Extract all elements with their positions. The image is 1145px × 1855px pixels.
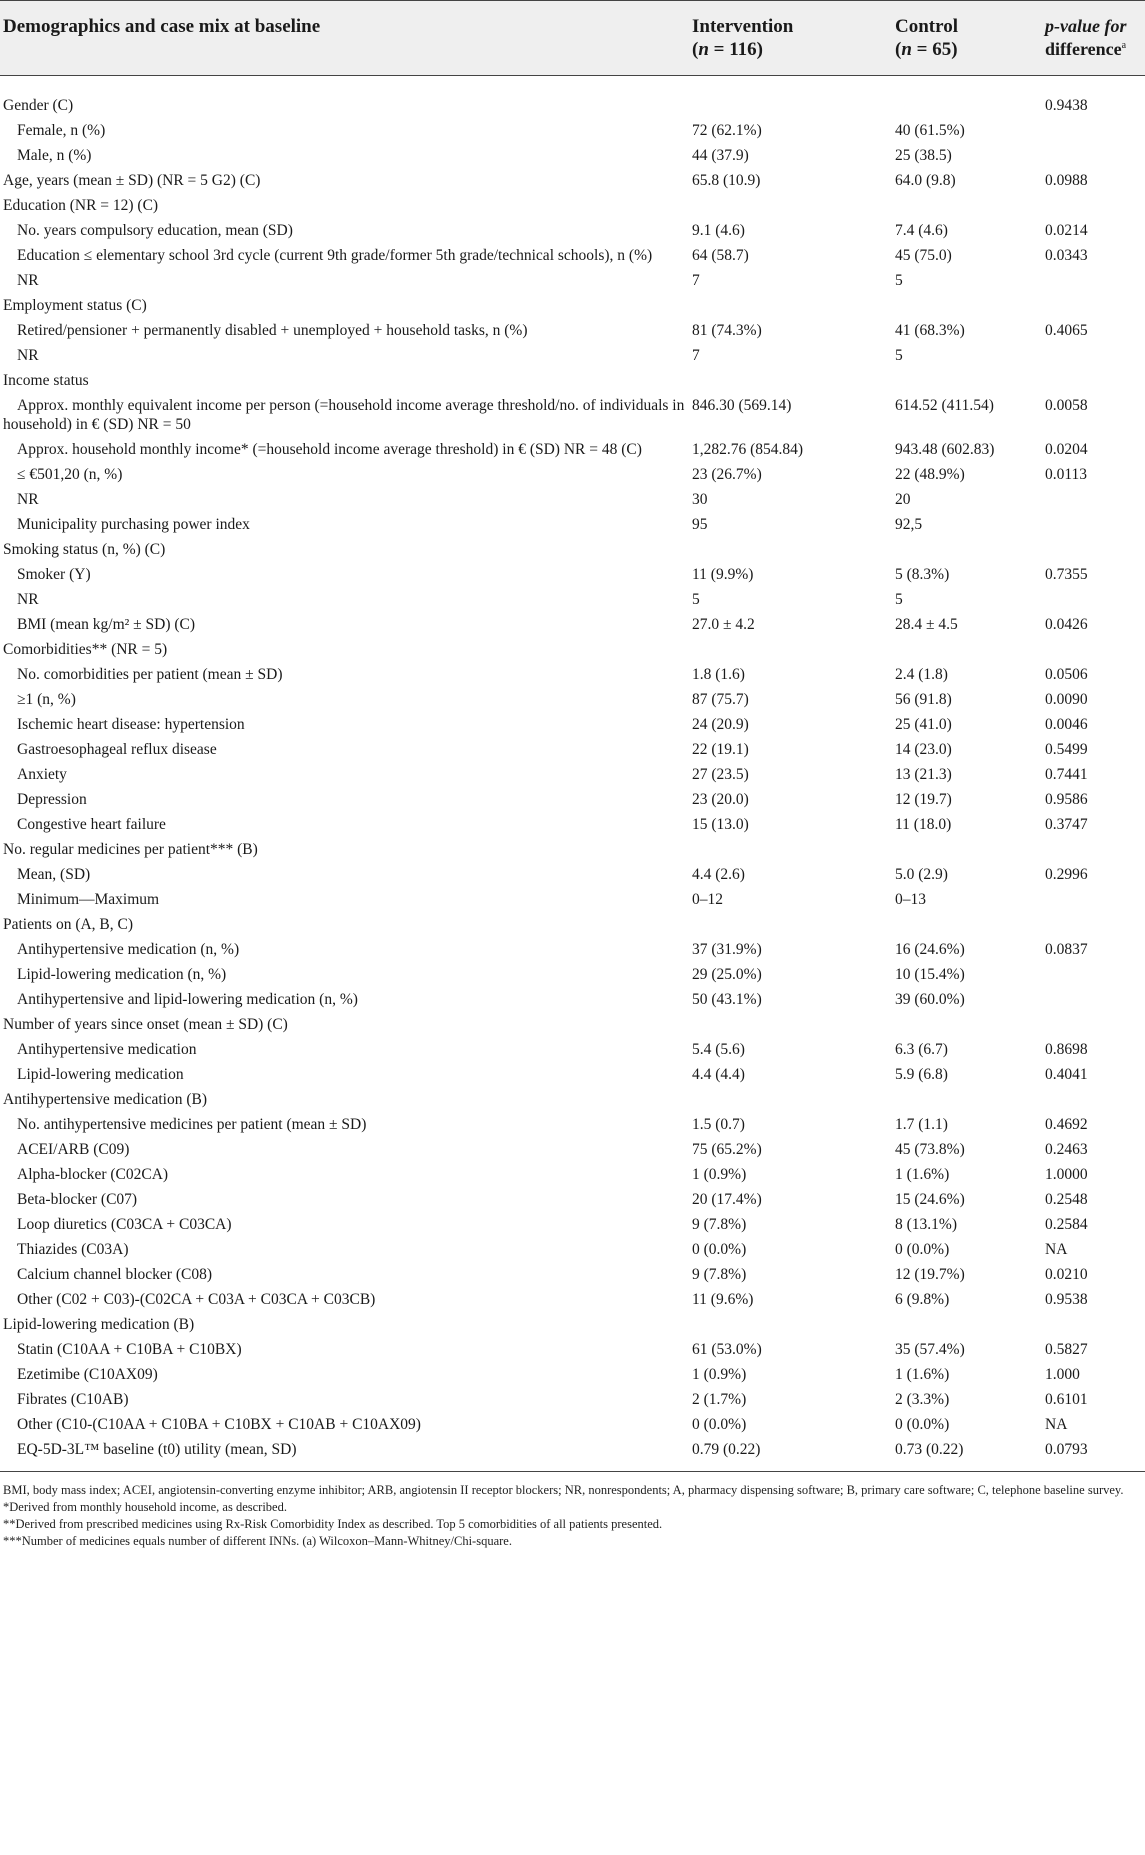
table-row bbox=[0, 636, 1145, 661]
p-value bbox=[1042, 1011, 1145, 1036]
table-row bbox=[0, 292, 1145, 317]
table-row bbox=[0, 811, 1145, 836]
intervention-value: 0 (0.0%) bbox=[692, 1241, 747, 1258]
intervention-value bbox=[689, 1086, 892, 1111]
row-label: Minimum—Maximum bbox=[17, 891, 160, 908]
intervention-value: 24 (20.9) bbox=[692, 716, 749, 733]
control-value bbox=[892, 76, 1042, 118]
row-label: Gender (C) bbox=[3, 97, 74, 114]
p-value: 0.0793 bbox=[1045, 1441, 1088, 1458]
p-value: 0.9538 bbox=[1045, 1291, 1088, 1308]
row-label: Male, n (%) bbox=[17, 147, 92, 164]
row-label: Approx. monthly equivalent income per person (=household income average threshold/no. of individuals in household) in € (SD) NR = 50 bbox=[3, 397, 685, 433]
row-label: BMI (mean kg/m² ± SD) (C) bbox=[17, 616, 196, 633]
table-row bbox=[0, 1386, 1145, 1411]
row-label: Other (C02 + C03)-(C02CA + C03A + C03CA + C03CB) bbox=[17, 1291, 376, 1308]
p-value: NA bbox=[1045, 1416, 1068, 1433]
table-footnotes bbox=[0, 1472, 1145, 1550]
p-value bbox=[1042, 117, 1145, 142]
row-label: Female, n (%) bbox=[17, 122, 106, 139]
row-label: Beta-blocker (C07) bbox=[17, 1191, 138, 1208]
p-value: 0.0426 bbox=[1045, 616, 1088, 633]
intervention-value: 0.79 (0.22) bbox=[692, 1441, 761, 1458]
header-pvalue-sup: a bbox=[1121, 40, 1127, 51]
row-label: Lipid-lowering medication (n, %) bbox=[17, 966, 227, 983]
intervention-value: 75 (65.2%) bbox=[692, 1141, 762, 1158]
table-row bbox=[0, 786, 1145, 811]
control-value: 5.0 (2.9) bbox=[895, 866, 948, 883]
control-value: 20 bbox=[895, 491, 911, 508]
row-label: Alpha-blocker (C02CA) bbox=[17, 1166, 169, 1183]
row-label: No. comorbidities per patient (mean ± SD) bbox=[17, 666, 283, 683]
table-row bbox=[0, 736, 1145, 761]
p-value bbox=[1042, 142, 1145, 167]
control-value bbox=[892, 536, 1042, 561]
row-label: EQ-5D-3L™ baseline (t0) utility (mean, SD) bbox=[17, 1441, 297, 1458]
intervention-value: 95 bbox=[692, 516, 708, 533]
table-row bbox=[0, 686, 1145, 711]
p-value: 0.4041 bbox=[1045, 1066, 1088, 1083]
intervention-value: 4.4 (2.6) bbox=[692, 866, 745, 883]
row-label: Number of years since onset (mean ± SD) (C) bbox=[3, 1016, 288, 1033]
row-label: Approx. household monthly income* (=household income average threshold) in € (SD) NR = 48 (C) bbox=[17, 441, 642, 458]
row-label: Income status bbox=[3, 372, 89, 389]
row-label: Thiazides (C03A) bbox=[17, 1241, 129, 1258]
table-row bbox=[0, 1186, 1145, 1211]
p-value bbox=[1042, 192, 1145, 217]
row-label: Congestive heart failure bbox=[17, 816, 166, 833]
p-value: 0.0058 bbox=[1045, 397, 1088, 414]
control-value bbox=[892, 1311, 1042, 1336]
p-value bbox=[1042, 961, 1145, 986]
intervention-value: 1,282.76 (854.84) bbox=[692, 441, 804, 458]
intervention-value: 20 (17.4%) bbox=[692, 1191, 762, 1208]
intervention-value: 72 (62.1%) bbox=[692, 122, 762, 139]
control-value: 92,5 bbox=[895, 516, 923, 533]
row-label: Statin (C10AA + C10BA + C10BX) bbox=[17, 1341, 242, 1358]
row-label: Depression bbox=[17, 791, 87, 808]
control-value: 22 (48.9%) bbox=[895, 466, 965, 483]
table-row bbox=[0, 1211, 1145, 1236]
p-value: 0.0214 bbox=[1045, 222, 1088, 239]
intervention-value: 1.8 (1.6) bbox=[692, 666, 745, 683]
p-value bbox=[1042, 1311, 1145, 1336]
p-value: 0.2463 bbox=[1045, 1141, 1088, 1158]
p-value bbox=[1042, 586, 1145, 611]
header-control-title: Control bbox=[895, 16, 958, 37]
row-label: Antihypertensive medication bbox=[17, 1041, 197, 1058]
row-label: Ezetimibe (C10AX09) bbox=[17, 1366, 158, 1383]
control-value: 14 (23.0) bbox=[895, 741, 952, 758]
control-value: 45 (73.8%) bbox=[895, 1141, 965, 1158]
header-control bbox=[892, 1, 1042, 76]
header-intervention bbox=[689, 1, 892, 76]
control-value bbox=[892, 1086, 1042, 1111]
p-value: 0.0090 bbox=[1045, 691, 1088, 708]
control-value: 45 (75.0) bbox=[895, 247, 952, 264]
intervention-value: 81 (74.3%) bbox=[692, 322, 762, 339]
row-label: Gastroesophageal reflux disease bbox=[17, 741, 217, 758]
control-value: 16 (24.6%) bbox=[895, 941, 965, 958]
p-value: 0.0343 bbox=[1045, 247, 1088, 264]
table-row bbox=[0, 317, 1145, 342]
row-label: Antihypertensive and lipid-lowering medication (n, %) bbox=[17, 991, 358, 1008]
row-label: Other (C10-(C10AA + C10BA + C10BX + C10AB + C10AX09) bbox=[17, 1416, 421, 1433]
control-value: 41 (68.3%) bbox=[895, 322, 965, 339]
p-value: 0.5499 bbox=[1045, 741, 1088, 758]
intervention-value: 44 (37.9) bbox=[692, 147, 749, 164]
row-label: Lipid-lowering medication (B) bbox=[3, 1316, 195, 1333]
intervention-value: 27 (23.5) bbox=[692, 766, 749, 783]
control-value bbox=[892, 636, 1042, 661]
intervention-value bbox=[689, 1311, 892, 1336]
control-value: 12 (19.7) bbox=[895, 791, 952, 808]
intervention-value: 0 (0.0%) bbox=[692, 1416, 747, 1433]
intervention-value: 7 bbox=[692, 347, 700, 364]
intervention-value bbox=[689, 636, 892, 661]
table-row bbox=[0, 536, 1145, 561]
intervention-value: 27.0 ± 4.2 bbox=[692, 616, 755, 633]
table-row bbox=[0, 117, 1145, 142]
header-control-n: (n = 65) bbox=[895, 39, 958, 60]
table-row bbox=[0, 76, 1145, 118]
table-row bbox=[0, 936, 1145, 961]
intervention-value: 9 (7.8%) bbox=[692, 1216, 747, 1233]
control-value: 614.52 (411.54) bbox=[895, 397, 994, 414]
footnote: *Derived from monthly household income, as described. bbox=[3, 1500, 287, 1514]
table-row bbox=[0, 861, 1145, 886]
control-value: 0–13 bbox=[895, 891, 926, 908]
control-value: 5 (8.3%) bbox=[895, 566, 950, 583]
table-row bbox=[0, 661, 1145, 686]
table-row bbox=[0, 711, 1145, 736]
table-row bbox=[0, 611, 1145, 636]
control-value: 13 (21.3) bbox=[895, 766, 952, 783]
table-row bbox=[0, 192, 1145, 217]
intervention-value: 22 (19.1) bbox=[692, 741, 749, 758]
intervention-value: 61 (53.0%) bbox=[692, 1341, 762, 1358]
intervention-value: 23 (26.7%) bbox=[692, 466, 762, 483]
table-row bbox=[0, 242, 1145, 267]
table-row bbox=[0, 1136, 1145, 1161]
intervention-value: 23 (20.0) bbox=[692, 791, 749, 808]
p-value: 0.2548 bbox=[1045, 1191, 1088, 1208]
intervention-value bbox=[689, 1011, 892, 1036]
control-value: 943.48 (602.83) bbox=[895, 441, 995, 458]
row-label: ≥1 (n, %) bbox=[17, 691, 76, 708]
table-row bbox=[0, 1336, 1145, 1361]
table-row bbox=[0, 167, 1145, 192]
p-value: 0.4692 bbox=[1045, 1116, 1088, 1133]
control-value bbox=[892, 836, 1042, 861]
control-value: 6 (9.8%) bbox=[895, 1291, 950, 1308]
table-row bbox=[0, 142, 1145, 167]
intervention-value bbox=[689, 536, 892, 561]
intervention-value: 1 (0.9%) bbox=[692, 1166, 747, 1183]
p-value bbox=[1042, 636, 1145, 661]
row-label: Smoking status (n, %) (C) bbox=[3, 541, 166, 558]
control-value: 1.7 (1.1) bbox=[895, 1116, 948, 1133]
table-row bbox=[0, 1236, 1145, 1261]
row-label: NR bbox=[17, 491, 39, 508]
intervention-value: 87 (75.7) bbox=[692, 691, 749, 708]
row-label: NR bbox=[17, 347, 39, 364]
p-value: 0.7355 bbox=[1045, 566, 1088, 583]
table-row bbox=[0, 1086, 1145, 1111]
control-value: 11 (18.0) bbox=[895, 816, 952, 833]
p-value: 0.3747 bbox=[1045, 816, 1088, 833]
intervention-value: 64 (58.7) bbox=[692, 247, 749, 264]
intervention-value: 65.8 (10.9) bbox=[692, 172, 761, 189]
control-value: 56 (91.8) bbox=[895, 691, 952, 708]
control-value: 5 bbox=[895, 591, 903, 608]
p-value: 0.0113 bbox=[1045, 466, 1088, 483]
intervention-value: 5.4 (5.6) bbox=[692, 1041, 745, 1058]
p-value: NA bbox=[1045, 1241, 1068, 1258]
table-row bbox=[0, 961, 1145, 986]
table-row bbox=[0, 1361, 1145, 1386]
footnote: ***Number of medicines equals number of different INNs. (a) Wilcoxon–Mann-Whitney/Chi-square. bbox=[3, 1534, 512, 1548]
p-value bbox=[1042, 886, 1145, 911]
row-label: Lipid-lowering medication bbox=[17, 1066, 184, 1083]
table-row bbox=[0, 1311, 1145, 1336]
control-value bbox=[892, 192, 1042, 217]
control-value: 8 (13.1%) bbox=[895, 1216, 957, 1233]
p-value: 0.2996 bbox=[1045, 866, 1088, 883]
control-value: 5 bbox=[895, 272, 903, 289]
p-value: 0.7441 bbox=[1045, 766, 1088, 783]
row-label: Age, years (mean ± SD) (NR = 5 G2) (C) bbox=[3, 172, 261, 189]
row-label: Antihypertensive medication (n, %) bbox=[17, 941, 240, 958]
intervention-value: 7 bbox=[692, 272, 700, 289]
control-value: 2 (3.3%) bbox=[895, 1391, 950, 1408]
control-value: 6.3 (6.7) bbox=[895, 1041, 948, 1058]
control-value: 10 (15.4%) bbox=[895, 966, 965, 983]
row-label: Retired/pensioner + permanently disabled + unemployed + household tasks, n (%) bbox=[17, 322, 528, 339]
row-label: Anxiety bbox=[17, 766, 67, 783]
intervention-value: 29 (25.0%) bbox=[692, 966, 762, 983]
table-row bbox=[0, 1411, 1145, 1436]
table-row bbox=[0, 342, 1145, 367]
header-pvalue-line1: p-value for bbox=[1045, 16, 1127, 36]
table-row bbox=[0, 911, 1145, 936]
header-demographics: Demographics and case mix at baseline bbox=[0, 1, 689, 76]
p-value bbox=[1042, 342, 1145, 367]
row-label: Calcium channel blocker (C08) bbox=[17, 1266, 212, 1283]
p-value: 0.0046 bbox=[1045, 716, 1088, 733]
intervention-value: 1.5 (0.7) bbox=[692, 1116, 745, 1133]
row-label: Municipality purchasing power index bbox=[17, 516, 250, 533]
intervention-value: 50 (43.1%) bbox=[692, 991, 762, 1008]
header-row bbox=[0, 1, 1145, 76]
table-row bbox=[0, 1436, 1145, 1472]
row-label: ACEI/ARB (C09) bbox=[17, 1141, 130, 1158]
row-label: Loop diuretics (C03CA + C03CA) bbox=[17, 1216, 232, 1233]
control-value: 25 (41.0) bbox=[895, 716, 952, 733]
control-value: 5.9 (6.8) bbox=[895, 1066, 948, 1083]
row-label: No. regular medicines per patient*** (B) bbox=[3, 841, 258, 858]
header-pvalue bbox=[1042, 1, 1145, 76]
p-value: 1.0000 bbox=[1045, 1166, 1088, 1183]
intervention-value: 5 bbox=[692, 591, 700, 608]
table-row bbox=[0, 1286, 1145, 1311]
row-label: No. antihypertensive medicines per patient (mean ± SD) bbox=[17, 1116, 367, 1133]
intervention-value: 9.1 (4.6) bbox=[692, 222, 745, 239]
table-row bbox=[0, 886, 1145, 911]
intervention-value bbox=[689, 192, 892, 217]
row-label: NR bbox=[17, 591, 39, 608]
row-label: Antihypertensive medication (B) bbox=[3, 1091, 208, 1108]
p-value bbox=[1042, 911, 1145, 936]
row-label: Fibrates (C10AB) bbox=[17, 1391, 129, 1408]
p-value bbox=[1042, 267, 1145, 292]
control-value: 35 (57.4%) bbox=[895, 1341, 965, 1358]
p-value bbox=[1042, 511, 1145, 536]
intervention-value: 37 (31.9%) bbox=[692, 941, 762, 958]
table-row bbox=[0, 761, 1145, 786]
p-value: 0.0210 bbox=[1045, 1266, 1088, 1283]
intervention-value bbox=[689, 911, 892, 936]
control-value: 2.4 (1.8) bbox=[895, 666, 948, 683]
control-value: 40 (61.5%) bbox=[895, 122, 965, 139]
control-value bbox=[892, 911, 1042, 936]
intervention-value: 4.4 (4.4) bbox=[692, 1066, 745, 1083]
p-value bbox=[1042, 836, 1145, 861]
table-row bbox=[0, 586, 1145, 611]
header-intervention-title: Intervention bbox=[692, 16, 794, 37]
table-row bbox=[0, 836, 1145, 861]
control-value: 7.4 (4.6) bbox=[895, 222, 948, 239]
table-row bbox=[0, 511, 1145, 536]
row-label: No. years compulsory education, mean (SD) bbox=[17, 222, 293, 239]
row-label: Ischemic heart disease: hypertension bbox=[17, 716, 245, 733]
p-value bbox=[1042, 1086, 1145, 1111]
intervention-value: 1 (0.9%) bbox=[692, 1366, 747, 1383]
p-value bbox=[1042, 292, 1145, 317]
table-row bbox=[0, 392, 1145, 436]
row-label: Employment status (C) bbox=[3, 297, 147, 314]
table-row bbox=[0, 1011, 1145, 1036]
intervention-value: 30 bbox=[692, 491, 708, 508]
control-value: 15 (24.6%) bbox=[895, 1191, 965, 1208]
intervention-value bbox=[689, 292, 892, 317]
table-row bbox=[0, 461, 1145, 486]
control-value: 25 (38.5) bbox=[895, 147, 952, 164]
table-row bbox=[0, 267, 1145, 292]
p-value: 0.0506 bbox=[1045, 666, 1088, 683]
control-value bbox=[892, 292, 1042, 317]
table-row bbox=[0, 217, 1145, 242]
table-row bbox=[0, 986, 1145, 1011]
intervention-value: 15 (13.0) bbox=[692, 816, 749, 833]
control-value: 12 (19.7%) bbox=[895, 1266, 965, 1283]
control-value bbox=[892, 367, 1042, 392]
intervention-value: 846.30 (569.14) bbox=[692, 397, 792, 414]
intervention-value bbox=[689, 367, 892, 392]
footnote: **Derived from prescribed medicines using Rx-Risk Comorbidity Index as described. Top 5 comorbidities of all patients presented. bbox=[3, 1517, 663, 1531]
p-value: 1.000 bbox=[1045, 1366, 1080, 1383]
footnote: BMI, body mass index; ACEI, angiotensin-converting enzyme inhibitor; ARB, angiotensin II receptor blockers; NR, nonrespondents; A, pharmacy dispensing software; B, primary care software; C, telephone baseline survey. bbox=[3, 1483, 1124, 1497]
row-label: Mean, (SD) bbox=[17, 866, 91, 883]
header-intervention-n: (n = 116) bbox=[692, 39, 764, 60]
table-header bbox=[0, 1, 1145, 76]
row-label: Smoker (Y) bbox=[17, 566, 91, 583]
table-row bbox=[0, 1261, 1145, 1286]
intervention-value bbox=[689, 76, 892, 118]
intervention-value: 0–12 bbox=[692, 891, 723, 908]
header-pvalue-line2: difference bbox=[1045, 39, 1122, 59]
control-value: 1 (1.6%) bbox=[895, 1166, 950, 1183]
intervention-value: 2 (1.7%) bbox=[692, 1391, 747, 1408]
control-value bbox=[892, 1011, 1042, 1036]
control-value: 39 (60.0%) bbox=[895, 991, 965, 1008]
table-row bbox=[0, 561, 1145, 586]
p-value bbox=[1042, 536, 1145, 561]
table-row bbox=[0, 1111, 1145, 1136]
row-label: Education ≤ elementary school 3rd cycle (current 9th grade/former 5th grade/technical schools), n (%) bbox=[17, 247, 653, 264]
control-value: 28.4 ± 4.5 bbox=[895, 616, 958, 633]
control-value: 0.73 (0.22) bbox=[895, 1441, 964, 1458]
p-value: 0.9586 bbox=[1045, 791, 1088, 808]
table-row bbox=[0, 1061, 1145, 1086]
p-value: 0.0837 bbox=[1045, 941, 1088, 958]
intervention-value: 9 (7.8%) bbox=[692, 1266, 747, 1283]
p-value bbox=[1042, 486, 1145, 511]
intervention-value bbox=[689, 836, 892, 861]
row-label: ≤ €501,20 (n, %) bbox=[17, 466, 123, 483]
row-label: Education (NR = 12) (C) bbox=[3, 197, 159, 214]
p-value: 0.0204 bbox=[1045, 441, 1088, 458]
p-value: 0.0988 bbox=[1045, 172, 1088, 189]
p-value bbox=[1042, 986, 1145, 1011]
p-value: 0.4065 bbox=[1045, 322, 1088, 339]
table-body bbox=[0, 76, 1145, 1472]
control-value: 0 (0.0%) bbox=[895, 1241, 950, 1258]
table-row bbox=[0, 486, 1145, 511]
p-value bbox=[1042, 367, 1145, 392]
intervention-value: 11 (9.9%) bbox=[692, 566, 754, 583]
table-row bbox=[0, 436, 1145, 461]
p-value: 0.5827 bbox=[1045, 1341, 1088, 1358]
table-row bbox=[0, 1036, 1145, 1061]
control-value: 0 (0.0%) bbox=[895, 1416, 950, 1433]
control-value: 5 bbox=[895, 347, 903, 364]
table-row bbox=[0, 367, 1145, 392]
table-row bbox=[0, 1161, 1145, 1186]
intervention-value: 11 (9.6%) bbox=[692, 1291, 754, 1308]
row-label: Patients on (A, B, C) bbox=[3, 916, 134, 933]
row-label: NR bbox=[17, 272, 39, 289]
row-label: Comorbidities** (NR = 5) bbox=[3, 641, 168, 658]
p-value: 0.8698 bbox=[1045, 1041, 1088, 1058]
control-value: 64.0 (9.8) bbox=[895, 172, 956, 189]
control-value: 1 (1.6%) bbox=[895, 1366, 950, 1383]
p-value: 0.9438 bbox=[1045, 97, 1088, 114]
p-value: 0.6101 bbox=[1045, 1391, 1088, 1408]
p-value: 0.2584 bbox=[1045, 1216, 1088, 1233]
